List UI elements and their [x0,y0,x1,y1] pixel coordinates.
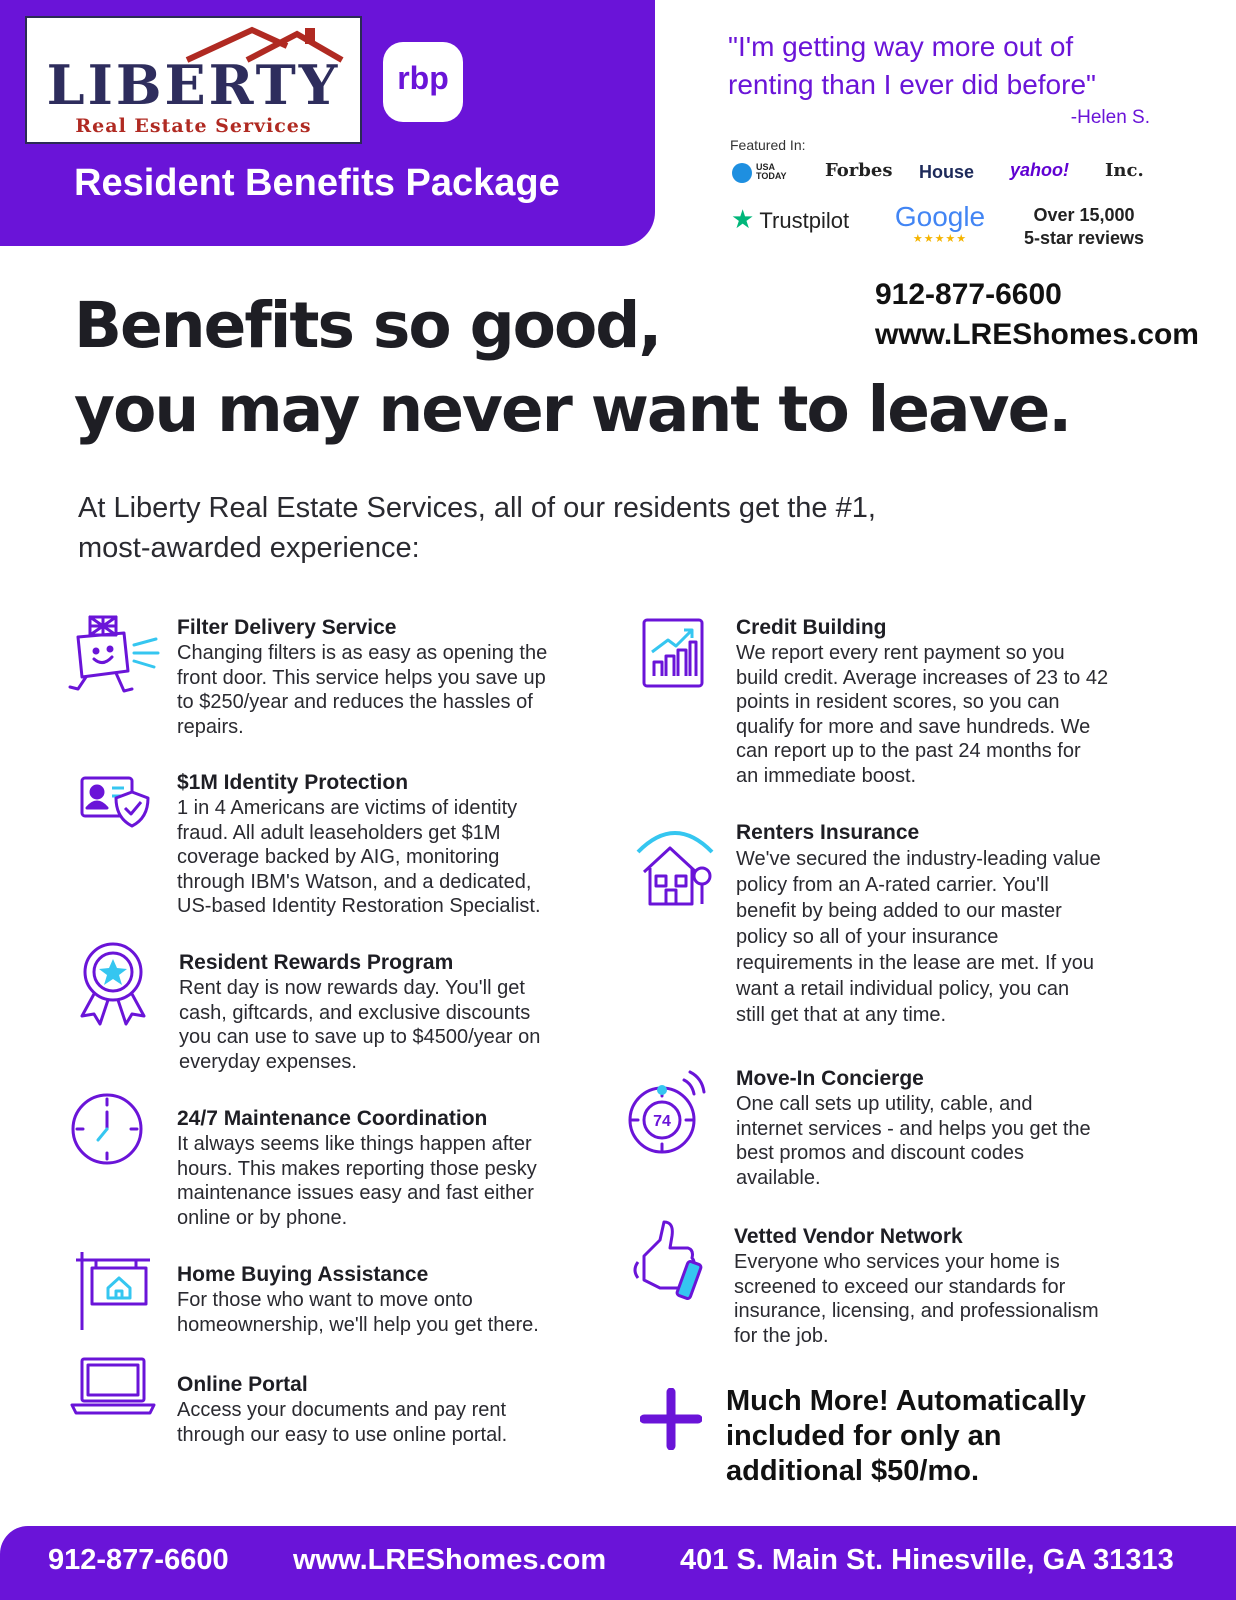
reviews-line-2: 5-star reviews [1023,228,1145,248]
testimonial-quote [728,28,1148,104]
benefit-line: 1 in 4 Americans are victims of identity [177,797,518,819]
laptop-icon [70,1355,156,1417]
package-title: Resident Benefits Package [74,162,560,204]
benefit-line: an immediate boost. [736,764,917,787]
benefit-line: For those who want to move onto [177,1289,473,1311]
benefit-line: can report up to the past 24 months for [736,740,1081,762]
headline-line-2: you may never want to leave. [74,373,1071,446]
intro-text [78,488,998,568]
forbes-logo: Forbes [825,160,893,181]
logo-subtitle: Real Estate Services [75,115,312,137]
benefit-line: through IBM's Watson, and a dedicated, [177,870,532,893]
insured-house-icon [634,820,716,908]
benefit-online-portal [177,1372,617,1447]
much-more-callout [726,1384,1146,1489]
footer-bar [0,1526,1236,1600]
benefit-filter-delivery [177,615,617,739]
benefit-line: policy so all of your insurance [736,926,999,948]
house-logo: House [919,162,975,182]
benefit-line: We report every rent payment so you [736,642,1065,664]
benefit-line: We've secured the industry-leading value [736,848,1101,870]
benefit-credit-building [736,615,1196,788]
intro-line-2: most-awarded experience: [78,532,420,564]
benefit-title: Vetted Vendor Network [734,1225,963,1248]
benefit-renters-insurance [736,820,1196,1028]
google-logo [890,202,990,245]
benefit-line: repairs. [177,715,244,738]
benefit-identity-protection [177,770,617,919]
footer-website[interactable]: www.LREShomes.com [293,1544,607,1576]
liberty-logo [25,16,362,144]
more-line-1: Much More! Automatically [726,1385,1086,1417]
filter-box-icon [68,615,164,697]
reviews-count [1004,204,1164,250]
inc-logo: Inc. [1105,160,1144,181]
footer-phone[interactable]: 912-877-6600 [48,1544,229,1576]
benefit-title: Online Portal [177,1373,308,1396]
benefit-line: through our easy to use online portal. [177,1423,508,1446]
more-line-3: additional $50/mo. [726,1455,979,1487]
benefit-line: maintenance issues easy and fast either [177,1182,534,1204]
benefit-line: It always seems like things happen after [177,1133,532,1155]
benefit-resident-rewards [179,950,619,1074]
benefit-title: $1M Identity Protection [177,771,409,794]
benefit-title: Renters Insurance [736,821,920,844]
benefit-line: homeownership, we'll help you get there. [177,1313,539,1336]
footer-address: 401 S. Main St. Hinesville, GA 31313 [680,1544,1174,1576]
trustpilot-text: Trustpilot [759,208,850,233]
featured-logos [732,160,1152,186]
benefit-title: Home Buying Assistance [177,1263,429,1286]
benefit-title: Resident Rewards Program [179,951,454,974]
thumbs-up-icon [630,1218,708,1302]
benefit-line: available. [736,1166,821,1189]
benefit-line: Everyone who services your home is [734,1251,1060,1273]
credit-chart-icon [642,618,704,688]
benefit-move-in-concierge [736,1066,1196,1190]
featured-label: Featured In: [730,137,806,153]
headline-line-1: Benefits so good, [74,289,661,362]
benefit-line: Changing filters is as easy as opening the [177,642,548,664]
benefit-line: Rent day is now rewards day. You'll get [179,977,525,999]
benefit-line: One call sets up utility, cable, and [736,1093,1033,1115]
benefit-line: qualify for more and save hundreds. We [736,715,1091,738]
phone-number[interactable]: 912-877-6600 [875,278,1062,311]
benefit-line: front door. This service helps you save up [177,666,546,689]
benefit-line: US-based Identity Restoration Specialist. [177,895,541,917]
benefit-title: Credit Building [736,616,887,639]
benefit-line: to $250/year and reduces the hassles of [177,691,533,713]
thermostat-reading: 74 [653,1113,671,1130]
benefit-title: Move-In Concierge [736,1067,924,1090]
benefit-line: benefit by being added to our master [736,900,1062,922]
home-sign-icon [74,1250,152,1332]
benefit-title: Filter Delivery Service [177,616,397,639]
usa-today-logo: USA TODAY [756,162,787,181]
testimonial-author: -Helen S. [1070,107,1150,128]
benefit-line: screened to exceed our standards for [734,1275,1066,1298]
benefit-line: insurance, licensing, and professionalism [734,1300,1099,1322]
quote-line-2: renting than I ever did before" [728,69,1096,100]
benefit-line: internet services - and helps you get the [736,1117,1091,1140]
benefit-line: hours. This makes reporting those pesky [177,1157,537,1180]
benefit-home-buying [177,1262,617,1337]
quote-line-1: "I'm getting way more out of [728,31,1074,62]
header-banner [0,0,655,246]
benefit-line: best promos and discount codes [736,1142,1024,1164]
benefit-line: cash, giftcards, and exclusive discounts [179,1001,531,1024]
rbp-badge-text: rbp [397,60,449,96]
benefit-line: for the job. [734,1324,829,1347]
benefit-line: build credit. Average increases of 23 to 42 [736,666,1109,689]
award-ribbon-icon [76,940,150,1026]
benefit-line: everyday expenses. [179,1050,357,1073]
id-shield-icon [80,774,152,830]
benefit-line: you can use to save up to $4500/year on [179,1026,541,1048]
benefit-line: coverage backed by AIG, monitoring [177,846,500,868]
reviews-line-1: Over 15,000 [1033,205,1135,225]
rbp-badge [383,42,463,122]
benefit-line: still get that at any time. [736,1004,947,1026]
usa-today-dot-icon [732,163,752,183]
trustpilot-logo [731,205,849,235]
benefit-maintenance [177,1106,617,1230]
thermostat-icon [626,1068,708,1156]
benefit-line: policy from an A-rated carrier. You'll [736,874,1049,896]
benefit-line: Access your documents and pay rent [177,1399,507,1421]
clock-icon [70,1092,144,1166]
logo-word: LIBERTY [46,53,341,117]
website-link[interactable]: www.LREShomes.com [875,318,1199,351]
benefit-line: fraud. All adult leaseholders get $1M [177,821,501,844]
google-text: Google [894,201,986,232]
benefit-line: want a retail individual policy, you can [736,978,1070,1000]
benefit-vetted-vendors [734,1224,1194,1348]
plus-icon [640,1388,702,1450]
benefit-title: 24/7 Maintenance Coordination [177,1107,488,1130]
benefit-line: online or by phone. [177,1206,348,1229]
intro-line-1: At Liberty Real Estate Services, all of our residents get the #1, [78,492,876,524]
trustpilot-star-icon: ★ [731,205,755,235]
benefit-line: requirements in the lease are met. If you [736,952,1094,974]
more-line-2: included for only an [726,1420,1002,1452]
benefit-line: points in resident scores, so you can [736,691,1060,713]
yahoo-logo: yahoo! [1010,160,1070,180]
google-stars: ★★★★★ [912,232,968,245]
headline [74,284,1234,452]
